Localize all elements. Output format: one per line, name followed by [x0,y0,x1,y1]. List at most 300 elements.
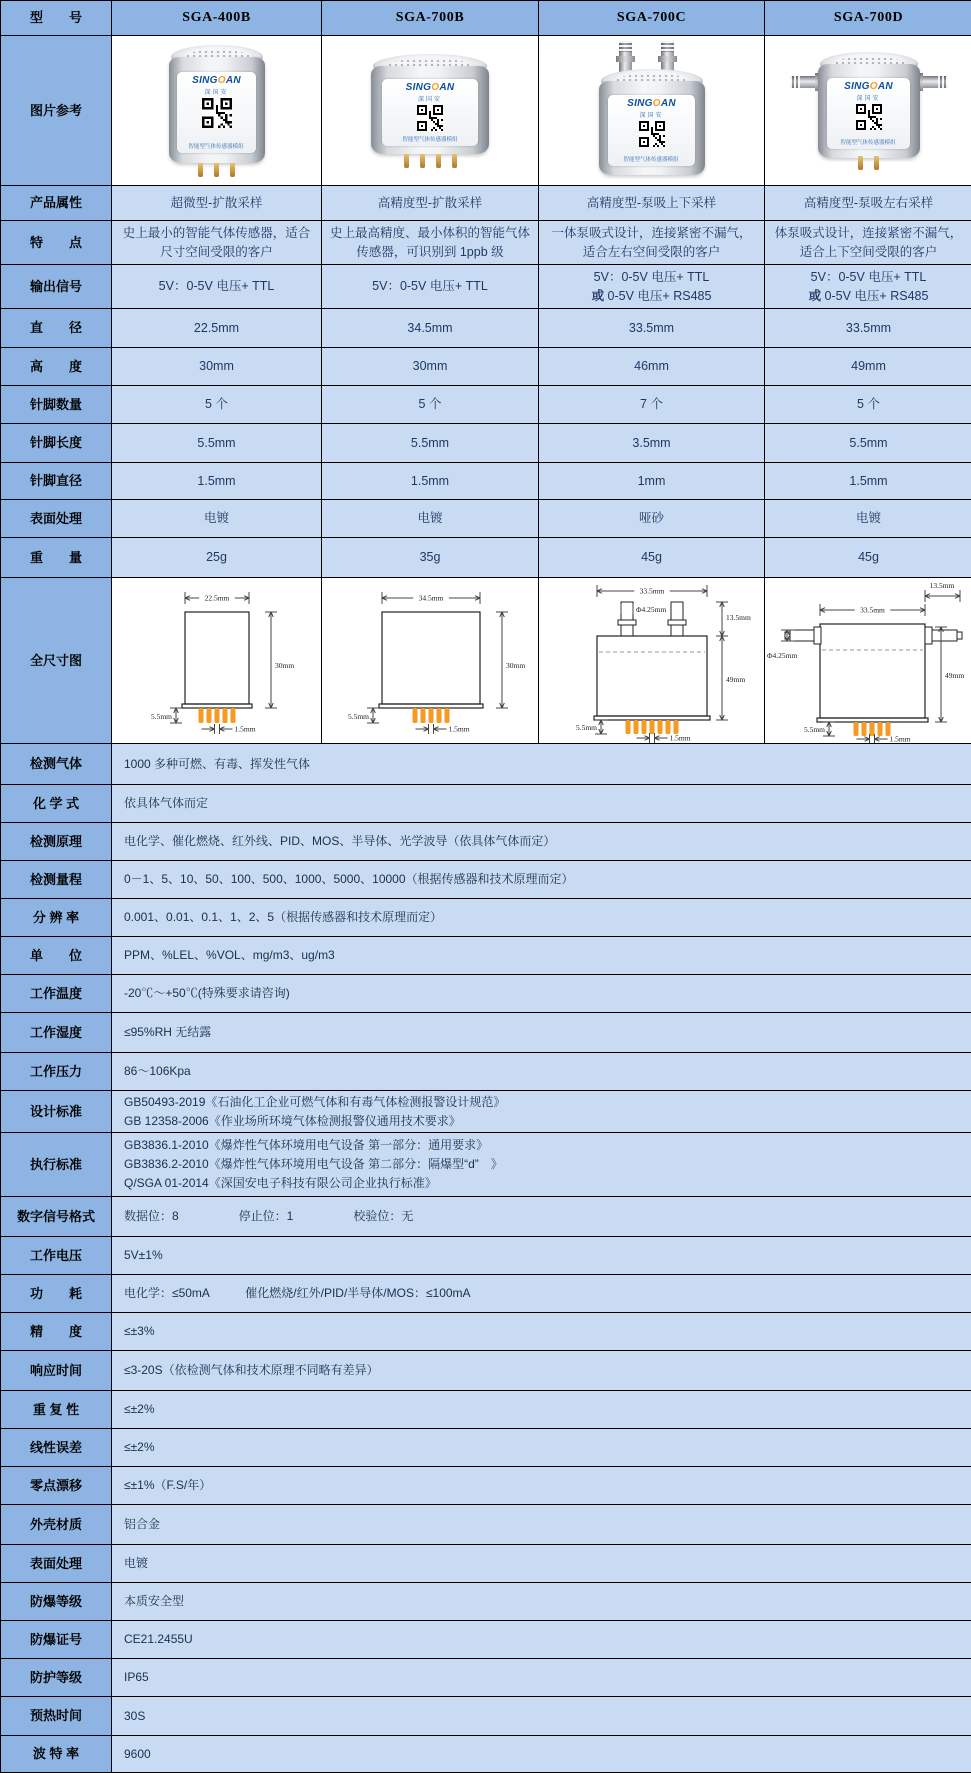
svg-text:49mm: 49mm [726,675,746,684]
header-model-sga-700d [765,1,971,36]
table-row [1,1275,971,1313]
spec-value-cell [765,265,971,309]
photo-caption: 智能型气体传感器模组 [402,136,458,143]
row-label: 检测原理 [1,823,112,861]
svg-text:33.5mm: 33.5mm [639,586,665,596]
spec-wide-cell [112,1013,971,1053]
spec-value-line: 高精度型-泵吸上下采样 [586,195,717,210]
row-label: 执行标准 [1,1133,112,1197]
sensor-pin [198,163,203,177]
sensor-shell [169,57,265,163]
svg-text:Φ4.25mm: Φ4.25mm [767,651,798,660]
spec-value-line: 1.5mm [410,473,450,488]
svg-text:30mm: 30mm [275,661,295,670]
or-emphasis: 或 [591,288,605,303]
photo-caption: 智能型气体传感器模组 [840,140,897,146]
spec-value-line: 86～106Kpa [124,1064,191,1078]
row-label: 精 度 [1,1313,112,1351]
spec-wide-cell [112,975,971,1013]
model-name: SGA-700C [616,10,687,25]
spec-value-cell [322,309,539,348]
photo-caption: 智能型气体传感器模组 [623,157,680,163]
table-row [1,1467,971,1505]
table-row [1,1133,971,1197]
spec-wide-cell [112,823,971,861]
svg-text:1.5mm: 1.5mm [234,724,256,734]
spec-value-cell [765,424,971,463]
spec-wide-cell [112,1736,971,1773]
spec-value-line: 1.5mm [849,473,888,488]
spec-value-line: 电镀 [417,511,443,526]
svg-text:1.5mm: 1.5mm [448,724,470,734]
spec-value-line: 7 个 [640,397,663,412]
spec-value-line: 34.5mm [407,320,453,335]
brand-logo: SINGOAN [844,80,893,92]
table-row [1,1697,971,1736]
row-label: 表面处理 [1,1545,112,1583]
row-label: 防爆证号 [1,1621,112,1659]
spec-value-cell [539,221,765,265]
hose-fitting [790,76,820,88]
spec-value-line: 5 个 [418,397,442,412]
spec-wide-cell [112,1697,971,1736]
spec-value-line: 5 个 [205,397,228,412]
header-label: 型 号 [29,10,82,26]
spec-value-line: 电镀 [124,1556,149,1570]
row-label: 设计标准 [1,1091,112,1133]
spec-wide-cell [112,899,971,937]
spec-value-line: 35g [419,550,441,565]
spec-value-line: 哑砂 [638,511,664,526]
spec-value-line: 5V：0-5V 电压+ TTL [372,279,488,294]
spec-value-line: ≤±2% [124,1402,155,1416]
spec-value-line: 5V：0-5V 电压+ TTL [158,279,275,294]
spec-wide-cell [112,861,971,899]
spec-value-cell [539,386,765,424]
svg-text:5.5mm: 5.5mm [575,723,597,732]
row-label: 线性误差 [1,1429,112,1467]
table-row [1,1659,971,1697]
spec-value-line: ≤±2% [124,1440,155,1454]
spec-value-line: 33.5mm [628,320,675,335]
table-row [1,861,971,899]
row-label: 针脚直径 [1,463,112,500]
spec-wide-cell [112,1313,971,1351]
table-row [1,1505,971,1545]
header-model-sga-700c [539,1,765,36]
spec-value-line: 49mm [851,359,886,374]
brand-logo-o: O [869,80,878,92]
row-label: 重 量 [1,538,112,578]
row-label: 表面处理 [1,500,112,538]
table-row [1,1545,971,1583]
spec-value-line: 高精度型-泵吸左右采样 [803,195,934,210]
table-row [1,1197,971,1237]
dimension-diagram [322,578,538,743]
sensor-shell [818,64,920,158]
hose-fitting [918,76,948,88]
sensor-label-panel [177,72,256,153]
spec-value-cell [322,386,539,424]
spec-value-cell [112,500,322,538]
spec-value-line: PPM、%LEL、%VOL、mg/m3、ug/m3 [124,948,335,962]
spec-value-cell [322,186,539,221]
row-label-diagram: 全尺寸图 [1,578,112,744]
photo-cell [765,36,971,186]
model-name: SGA-700D [833,10,904,25]
svg-text:30mm: 30mm [506,661,526,670]
spec-value-cell [112,463,322,500]
spec-value-line: 5V：0-5V 电压+ TTL [810,270,927,285]
row-label: 分 辨 率 [1,899,112,937]
product-photo [322,36,538,185]
table-row [1,221,971,265]
row-label: 响应时间 [1,1351,112,1391]
brand-logo: SINGOAN [627,97,676,109]
sensor-pin [874,156,879,170]
spec-value-cell [539,265,765,309]
spec-value-line: Q/SGA 01-2014《深国安电子科技有限公司企业执行标准》 [124,1176,437,1190]
table-row [1,424,971,463]
spec-wide-cell [112,1621,971,1659]
row-label: 特 点 [1,221,112,265]
brand-logo: SINGOAN [405,81,455,93]
spec-value-cell [539,463,765,500]
svg-text:1.5mm: 1.5mm [889,734,911,743]
spec-value-line: 电镀 [855,511,881,526]
spec-value-line: 或 0-5V 电压+ RS485 [808,288,929,303]
table-row [1,500,971,538]
hose-collar [616,56,635,62]
dimension-diagram [112,578,321,743]
row-label: 防护等级 [1,1659,112,1697]
spec-value-cell [112,424,322,463]
brand-chinese: 深国安 [639,112,664,119]
spec-value-cell [112,309,322,348]
table-row [1,1091,971,1133]
spec-wide-cell [112,744,971,785]
spec-value-line: 1.5mm [197,473,236,488]
table-row [1,1013,971,1053]
spec-value-line: 铝合金 [124,1517,161,1531]
spec-value-line: IP65 [124,1670,149,1684]
sensor-pins [169,163,265,177]
qr-code-icon [639,121,665,147]
row-label: 外壳材质 [1,1505,112,1545]
spec-value-cell [765,500,971,538]
sensor-shell [599,81,705,175]
row-label: 预热时间 [1,1697,112,1736]
spec-value-line: 33.5mm [845,320,892,335]
qr-code-icon [856,104,882,130]
dimension-diagram [765,578,971,743]
or-emphasis: 或 [808,288,822,303]
spec-value-line: 依具体气体而定 [124,796,209,810]
table-row [1,1053,971,1091]
spec-value-line: 5.5mm [849,435,888,450]
sensor-label-panel [382,79,479,146]
spec-wide-cell [112,1091,971,1133]
sensor-pin [858,156,863,170]
row-label: 针脚数量 [1,386,112,424]
table-row [1,36,971,186]
spec-wide-cell [112,785,971,823]
spec-value-line: 一体泵吸式设计，连接紧密不漏气，适合左右空间受限的客户 [551,226,752,259]
sensor-body [169,45,265,177]
spec-wide-cell [112,1351,971,1391]
table-row [1,1237,971,1275]
spec-wide-cell [112,1583,971,1621]
sensor-label-panel [608,95,695,166]
sensor-shell [371,66,489,154]
row-label: 零点漂移 [1,1467,112,1505]
spec-value-line: 22.5mm [193,320,240,335]
spec-value-line: CE21.2455U [124,1632,193,1646]
spec-value-line: 5 个 [857,397,880,412]
sensor-body [371,54,489,168]
spec-value-line: 30mm [412,359,448,374]
sensor-pin [452,154,457,168]
svg-text:13.5mm: 13.5mm [929,581,955,590]
spec-value-line: 5V±1% [124,1248,163,1262]
spec-value-cell [765,309,971,348]
product-photo [112,36,321,185]
sensor-pins [818,156,920,170]
spec-value-line: 45g [858,550,879,565]
table-body [1,36,971,1773]
svg-text:5.5mm: 5.5mm [803,725,825,734]
table-row [1,309,971,348]
sensor-body [599,41,705,181]
spec-wide-cell [112,1053,971,1091]
spec-value-cell [322,424,539,463]
spec-value-line: 数据位：8 停止位：1 校验位：无 [124,1209,414,1223]
row-label: 工作电压 [1,1237,112,1275]
row-label: 波 特 率 [1,1736,112,1773]
header-model-sga-400b [112,1,322,36]
spec-wide-cell [112,937,971,975]
spec-value-line: 5.5mm [410,435,450,450]
svg-text:5.5mm: 5.5mm [347,712,369,721]
spec-value-cell [322,500,539,538]
row-label: 工作湿度 [1,1013,112,1053]
spec-wide-cell [112,1429,971,1467]
spec-value-cell [322,348,539,386]
spec-value-line: 45g [641,550,662,565]
spec-wide-cell [112,1237,971,1275]
row-label: 检测气体 [1,744,112,785]
table-row [1,1313,971,1351]
spec-value-line: 高精度型-扩散采样 [377,195,483,210]
spec-value-cell [765,463,971,500]
row-label: 工作温度 [1,975,112,1013]
qr-code [202,98,232,128]
qr-code [856,104,882,130]
table-row [1,1351,971,1391]
row-label-photo: 图片参考 [1,36,112,186]
diagram-cell [765,578,971,744]
spec-value-line: 电化学：≤50mA 催化燃烧/红外/PID/半导体/MOS：≤100mA [124,1286,471,1300]
spec-value-line: 1mm [637,473,666,488]
table-row [1,1736,971,1773]
brand-logo: SINGOAN [192,75,241,87]
sensor-pin [420,154,425,168]
photo-caption: 智能型气体传感器模组 [188,144,245,150]
spec-wide-cell [112,1275,971,1313]
hose-barb-rings [661,41,674,52]
spec-value-line: 5.5mm [197,435,236,450]
row-label: 高 度 [1,348,112,386]
row-label: 产品属性 [1,186,112,221]
header-row [1,1,971,36]
spec-value-cell [112,348,322,386]
spec-value-line: 史上最小的智能气体传感器，适合尺寸空间受限的客户 [122,226,311,259]
table-row [1,823,971,861]
table-row [1,463,971,500]
svg-text:1.5mm: 1.5mm [669,733,691,743]
spec-value-cell [112,538,322,578]
qr-code-icon [202,98,232,128]
spec-value-line: GB3836.1-2010《爆炸性气体环境用电气设备 第一部分：通用要求》 [124,1138,489,1152]
svg-text:13.5mm: 13.5mm [726,613,751,622]
spec-value-cell [765,186,971,221]
svg-text:Φ4.25mm: Φ4.25mm [636,605,667,614]
spec-value-line: 史上最高精度、最小体积的智能气体传感器，可识别到 1ppb 级 [330,226,531,259]
row-label: 检测量程 [1,861,112,899]
spec-value-line: 超微型-扩散采样 [170,195,263,210]
spec-value-cell [539,538,765,578]
spec-value-line: ≤95%RH 无结露 [124,1025,212,1039]
spec-value-cell [539,424,765,463]
qr-code [639,121,665,147]
spec-value-cell [765,538,971,578]
table-row [1,785,971,823]
svg-text:22.5mm: 22.5mm [204,593,230,603]
spec-value-line: GB 12358-2006《作业场所环境气体检测报警仪通用技术要求》 [124,1113,461,1128]
dimension-diagram [539,578,764,743]
spec-value-line: 1000 多种可燃、有毒、挥发性气体 [124,756,311,771]
sensor-body [818,52,920,170]
spec-value-line: 电化学、催化燃烧、红外线、PID、MOS、半导体、光学波导（依具体气体而定） [124,834,556,848]
hose-barb-rings [790,76,800,88]
table-row [1,744,971,785]
row-label: 单 位 [1,937,112,975]
svg-text:34.5mm: 34.5mm [418,593,444,603]
qr-code [417,105,443,131]
diagram-cell [322,578,539,744]
product-photo [539,36,764,185]
spec-value-cell [112,186,322,221]
spec-value-line: -20℃～+50℃(特殊要求请咨询) [124,986,290,1000]
spec-value-line: 体泵吸式设计，连接紧密不漏气，适合上下空间受限的客户 [774,226,963,259]
spec-value-line: ≤±3% [124,1324,155,1338]
photo-cell [539,36,765,186]
row-label: 针脚长度 [1,424,112,463]
row-label: 输出信号 [1,265,112,309]
spec-wide-cell [112,1467,971,1505]
sensor-pin [214,163,219,177]
row-label: 功 耗 [1,1275,112,1313]
spec-value-cell [539,500,765,538]
hose-barb-rings [938,76,948,88]
model-name: SGA-400B [182,10,251,25]
spec-value-line: 本质安全型 [124,1594,185,1608]
header-model-sga-700b [322,1,539,36]
table-row [1,186,971,221]
spec-value-cell [322,538,539,578]
sensor-pin [230,163,235,177]
spec-value-cell [322,463,539,500]
product-photo [765,36,971,185]
spec-value-line: ≤3-20S（依检测气体和技术原理不同略有差异） [124,1363,379,1377]
spec-wide-cell [112,1545,971,1583]
spec-wide-cell [112,1505,971,1545]
row-label: 化 学 式 [1,785,112,823]
row-label: 直 径 [1,309,112,348]
header-label-cell [1,1,112,36]
brand-logo-o: O [652,97,661,109]
spec-value-cell [539,309,765,348]
svg-text:33.5mm: 33.5mm [860,605,885,615]
table-row [1,937,971,975]
row-label: 防爆等级 [1,1583,112,1621]
spec-wide-cell [112,1197,971,1237]
spec-wide-cell [112,1659,971,1697]
photo-cell [322,36,539,186]
spec-value-line: GB3836.2-2010《爆炸性气体环境用电气设备 第二部分：隔爆型“d” 》 [124,1157,503,1171]
diagram-cell [539,578,765,744]
table-row [1,1429,971,1467]
table-row [1,265,971,309]
table-row [1,578,971,744]
brand-chinese: 深国安 [856,95,881,102]
table-row [1,1391,971,1429]
table-row [1,899,971,937]
spec-value-line: 25g [206,550,227,565]
brand-logo-o: O [217,75,226,87]
table-row [1,386,971,424]
row-label: 数字信号格式 [1,1197,112,1237]
table-row [1,1583,971,1621]
model-name: SGA-700B [395,10,465,25]
spec-value-line: ≤±1%（F.S/年） [124,1478,212,1492]
spec-value-cell [322,221,539,265]
svg-text:5.5mm: 5.5mm [150,712,172,721]
spec-value-cell [765,221,971,265]
spec-value-line: 46mm [634,359,669,374]
hose-collar [658,56,677,62]
sensor-label-panel [827,78,911,149]
spec-value-line: 30S [124,1708,146,1723]
table-row [1,348,971,386]
spec-value-cell [322,265,539,309]
spec-value-cell [112,221,322,265]
sensor-pin [436,154,441,168]
table-row [1,538,971,578]
spec-value-cell [765,348,971,386]
row-label: 重 复 性 [1,1391,112,1429]
spec-value-cell [112,265,322,309]
spec-value-line: 0.001、0.01、0.1、1、2、5（根据传感器和技术原理而定） [124,910,443,924]
table-row [1,975,971,1013]
qr-code-icon [417,105,443,131]
spec-value-cell [539,186,765,221]
sensor-pins [371,154,489,168]
table-row [1,1621,971,1659]
hose-barb-rings [619,41,632,52]
spec-value-cell [112,386,322,424]
brand-chinese: 深国安 [204,90,229,97]
